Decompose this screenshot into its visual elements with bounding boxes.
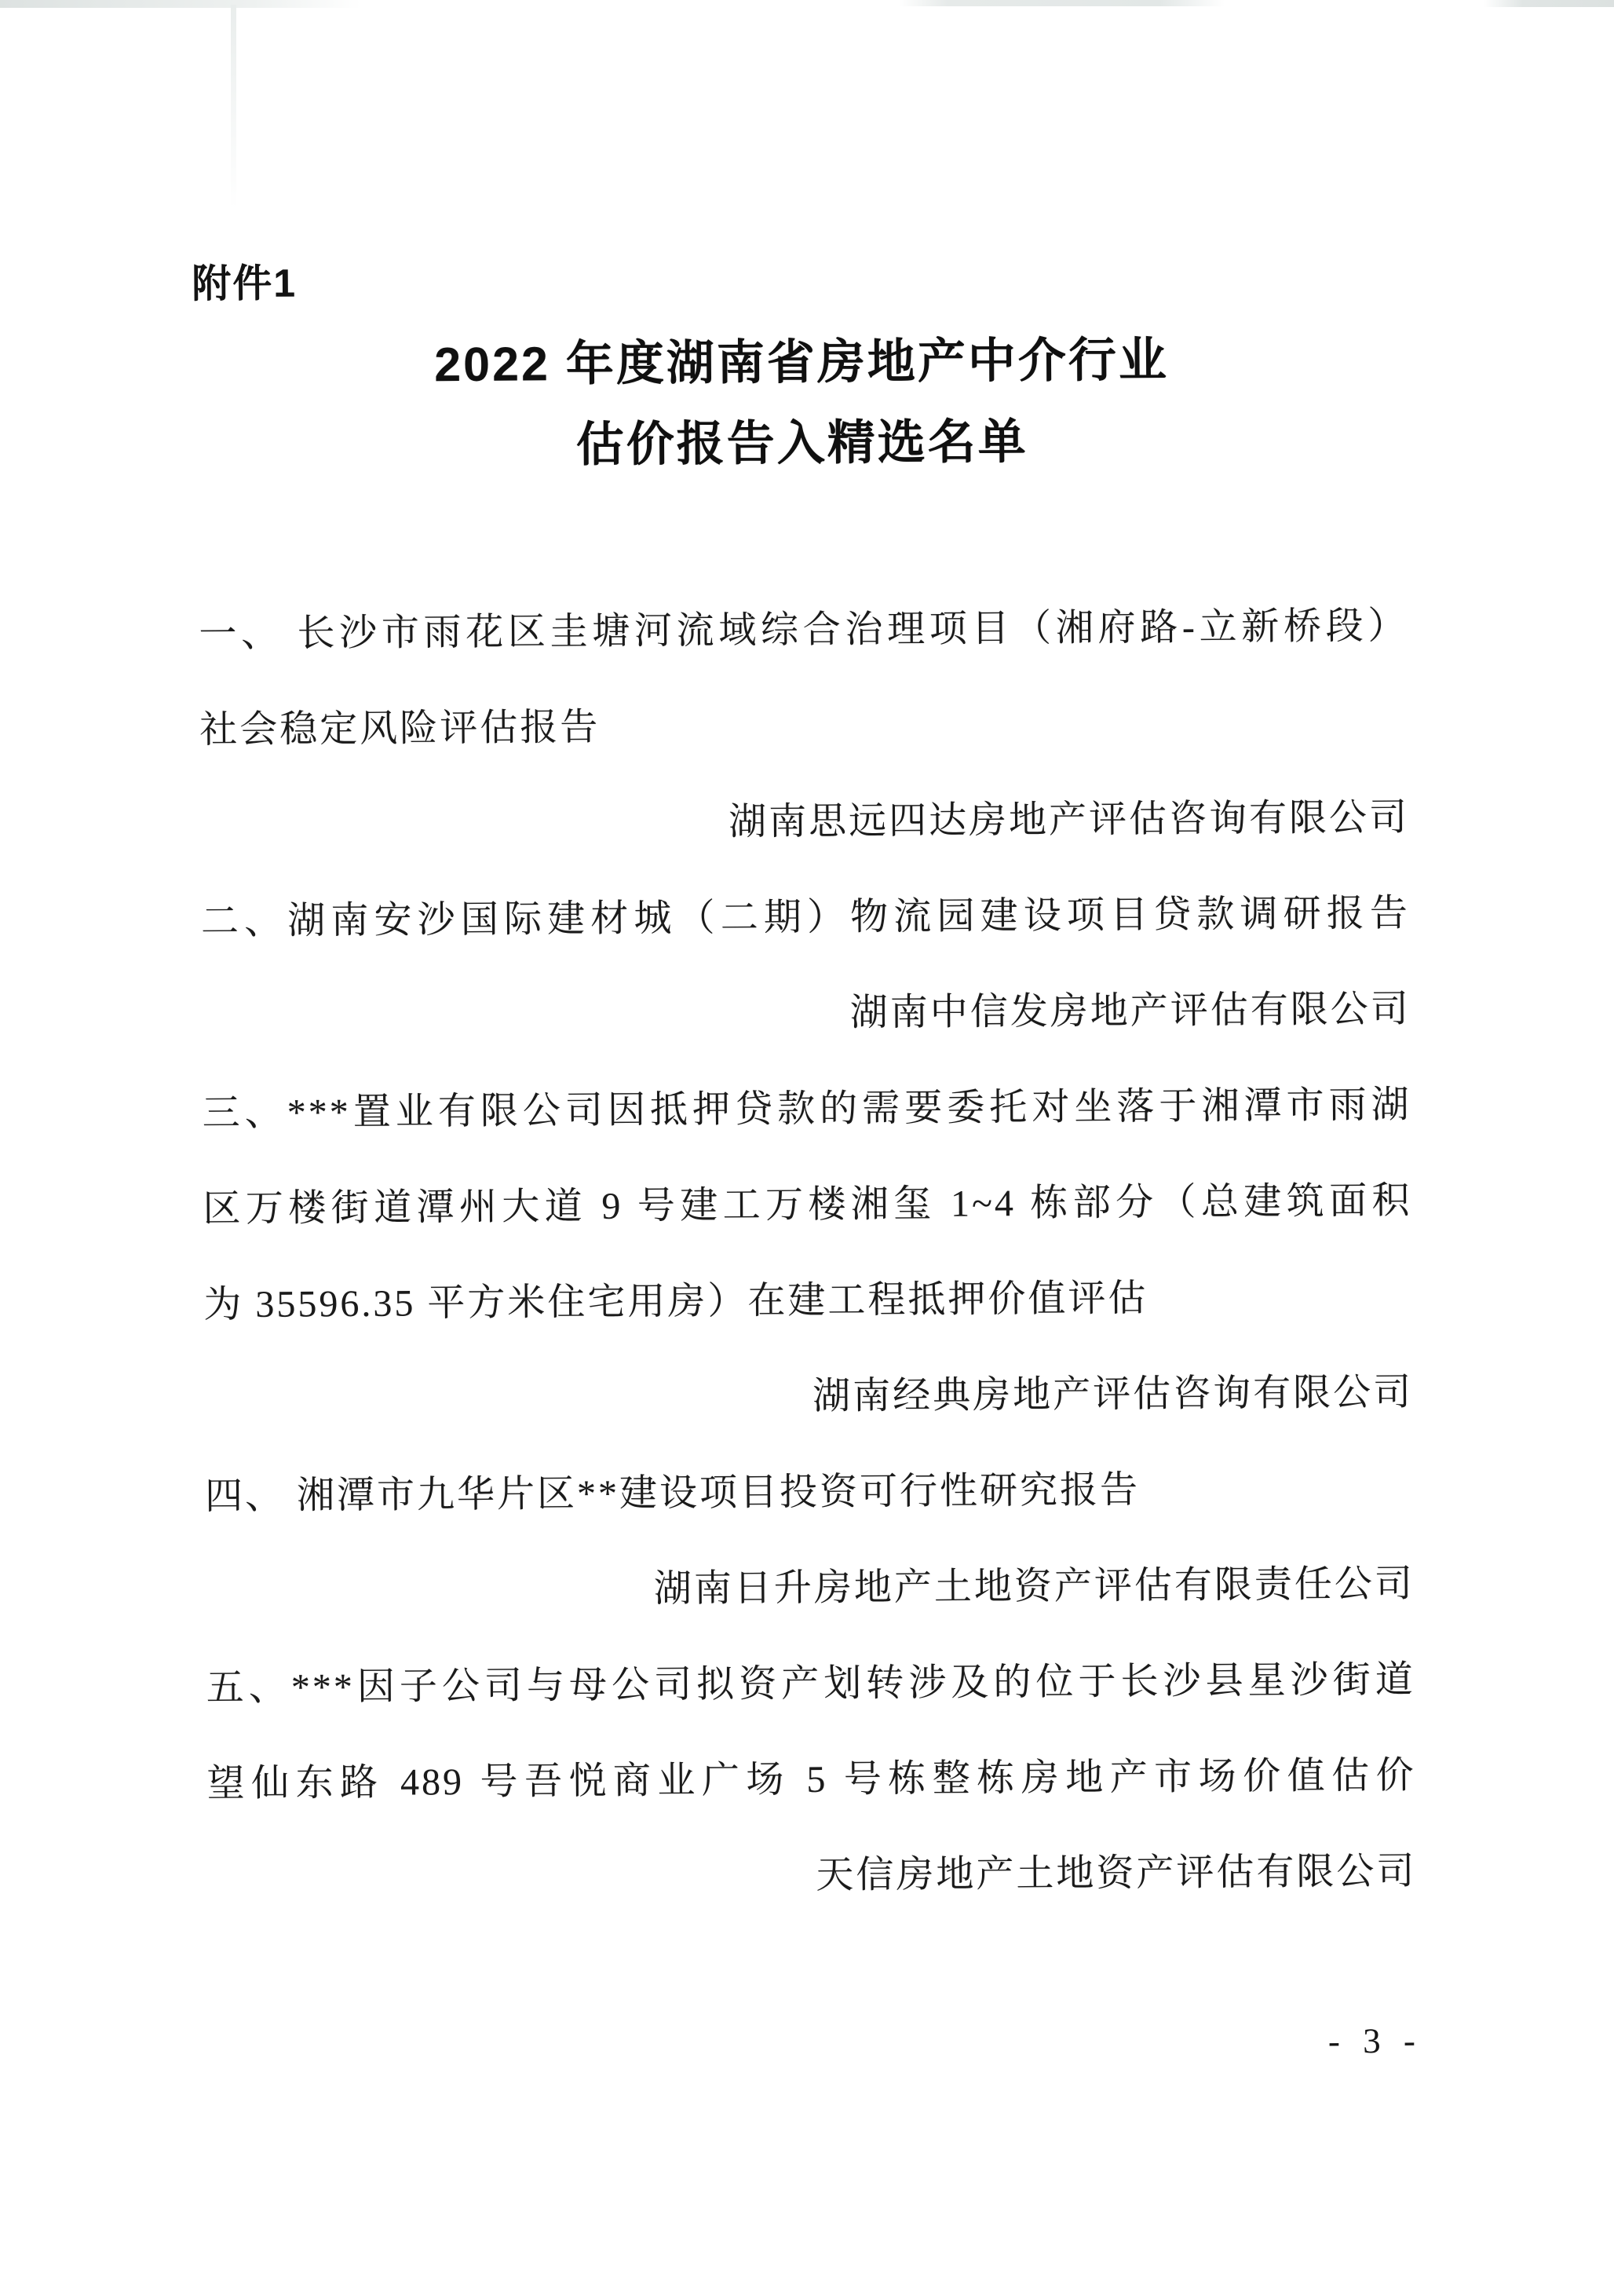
report-list — [199, 579, 1417, 1929]
title-line-1: 2022 年度湖南省房地产中介行业 — [433, 332, 1170, 392]
page-number: - 3 - — [1327, 2020, 1423, 2061]
report-title-line: 望仙东路 489 号吾悦商业广场 5 号栋整栋房地产市场价值估价 — [206, 1754, 1416, 1805]
document-title — [0, 316, 1609, 489]
report-title-line: 为 35596.35 平方米住宅用房）在建工程抵押价值评估 — [203, 1277, 1148, 1326]
company-name-line: 湖南日升房地产土地资产评估有限责任公司 — [653, 1563, 1415, 1610]
company-name-line: 湖南思远四达房地产评估咨询有限公司 — [728, 796, 1410, 843]
company-name-line: 湖南经典房地产评估咨询有限公司 — [812, 1371, 1414, 1417]
report-title-line: 三、***置业有限公司因抵押贷款的需要委托对坐落于湘潭市雨湖 — [202, 1084, 1411, 1135]
title-line-2: 估价报告入精选名单 — [575, 415, 1028, 472]
company-name-line: 天信房地产土地资产评估有限公司 — [816, 1850, 1417, 1896]
report-title-line: 社会稳定风险评估报告 — [199, 706, 601, 751]
attachment-label: 附件1 — [192, 261, 298, 306]
report-title-line: 四、 湘潭市九华片区**建设项目投资可行性研究报告 — [204, 1469, 1141, 1518]
report-title-line: 二、湖南安沙国际建材城（二期）物流园建设项目贷款调研报告 — [200, 892, 1411, 943]
report-title-line: 区万楼街道潭州大道 9 号建工万楼湘玺 1~4 栋部分（总建筑面积 — [203, 1179, 1412, 1230]
report-title-line: 一、 长沙市雨花区圭塘河流域综合治理项目（湘府路-立新桥段） — [199, 605, 1408, 656]
report-title-line: 五、***因子公司与母公司拟资产划转涉及的位于长沙县星沙街道 — [206, 1658, 1415, 1709]
company-name-line: 湖南中信发房地产评估有限公司 — [849, 988, 1411, 1034]
